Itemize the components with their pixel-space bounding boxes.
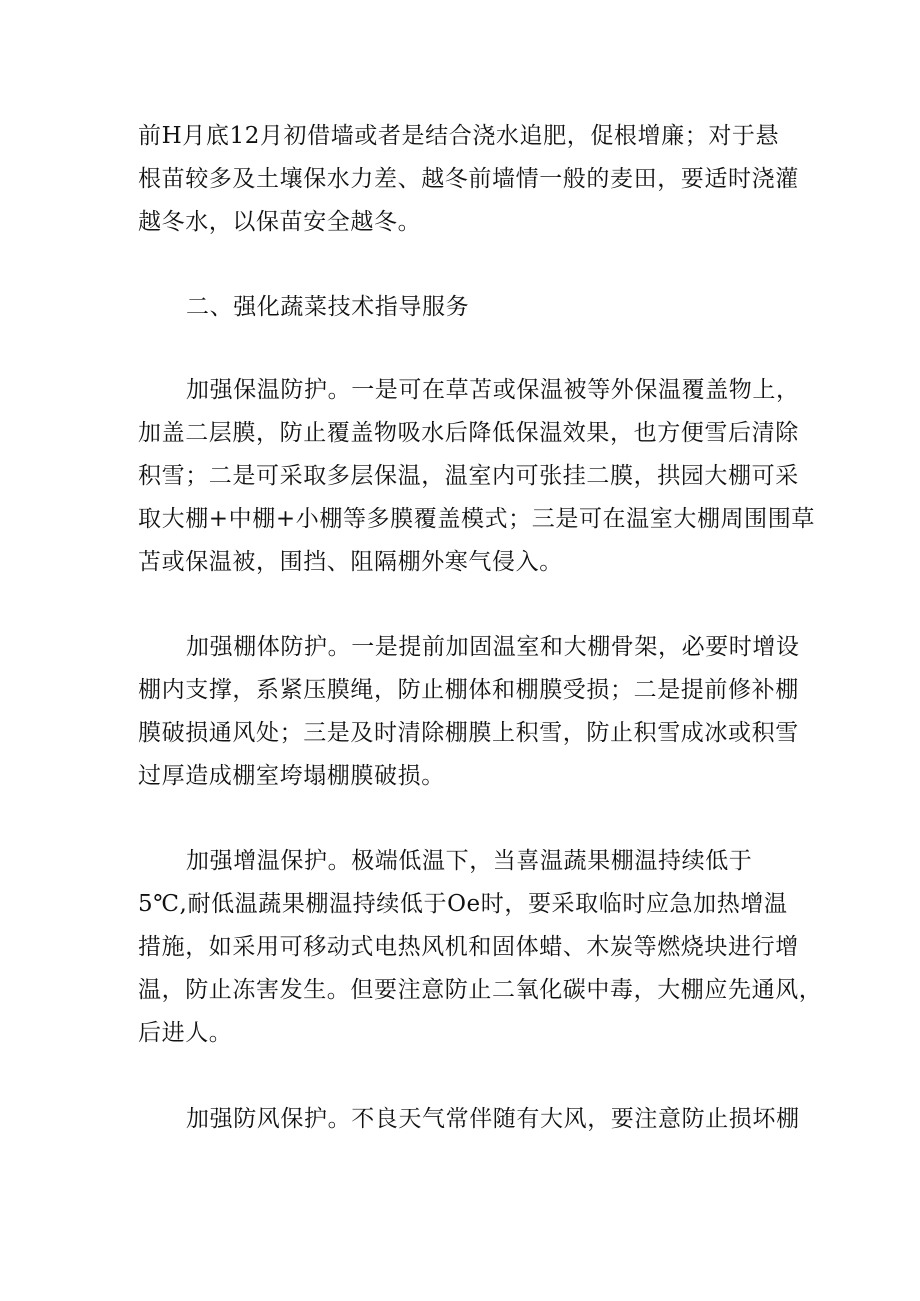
text-line: 膜破损通风处；三是及时清除棚膜上积雪，防止积雪成冰或积雪 <box>138 720 799 746</box>
text-line: 温，防止冻害发生。但要注意防止二氧化碳中毒，大棚应先通风， <box>138 977 823 1003</box>
text-line: 加强棚体防护。一是提前加固温室和大棚骨架，必要时增设 <box>186 634 800 660</box>
text-line: 根苗较多及土壤保水力差、越冬前墙情一般的麦田，要适时浇灌 <box>138 166 799 192</box>
text-line: 棚内支撑，系紧压膜绳，防止棚体和棚膜受损；二是提前修补棚 <box>138 677 799 703</box>
paragraph-heating <box>138 840 823 1055</box>
text-line: 后进人。 <box>138 1020 233 1046</box>
text-line: 5℃,耐低温蔬果棚温持续低于Oe时，要采取临时应急加热增温 <box>138 891 788 917</box>
paragraph-wind <box>138 1098 798 1141</box>
text-line: 措施，如采用可移动式电热风机和固体蜡、木炭等燃烧块进行增 <box>138 934 799 960</box>
text-line: 加强保温防护。一是可在草苫或保温被等外保温覆盖物上， <box>186 377 800 403</box>
text-line: 取大棚+中棚+小棚等多膜覆盖模式；三是可在温室大棚周围围草 <box>138 506 815 532</box>
text-line: 过厚造成棚室垮塌棚膜破损。 <box>138 763 445 789</box>
paragraph-insulation <box>138 369 815 584</box>
text-line: 苫或保温被，围挡、阻隔棚外寒气侵入。 <box>138 549 563 575</box>
paragraph-continued <box>138 115 798 244</box>
text-line: 积雪；二是可采取多层保温，温室内可张挂二膜，拱园大棚可采 <box>138 463 799 489</box>
text-line: 加盖二层膜，防止覆盖物吸水后降低保温效果，也方便雪后清除 <box>138 420 799 446</box>
section-heading-text: 二、强化蔬菜技术指导服务 <box>186 294 470 320</box>
text-line: 前H月底12月初借墙或者是结合浇水追肥，促根增廉；对于悬 <box>138 123 780 149</box>
text-line: 加强增温保护。极端低温下，当喜温蔬果棚温持续低于 <box>186 848 753 874</box>
text-line: 越冬水，以保苗安全越冬。 <box>138 209 422 235</box>
section-heading <box>138 286 798 329</box>
text-line: 加强防风保护。不良天气常伴随有大风，要注意防止损坏棚 <box>186 1106 800 1132</box>
paragraph-structure <box>138 626 798 798</box>
